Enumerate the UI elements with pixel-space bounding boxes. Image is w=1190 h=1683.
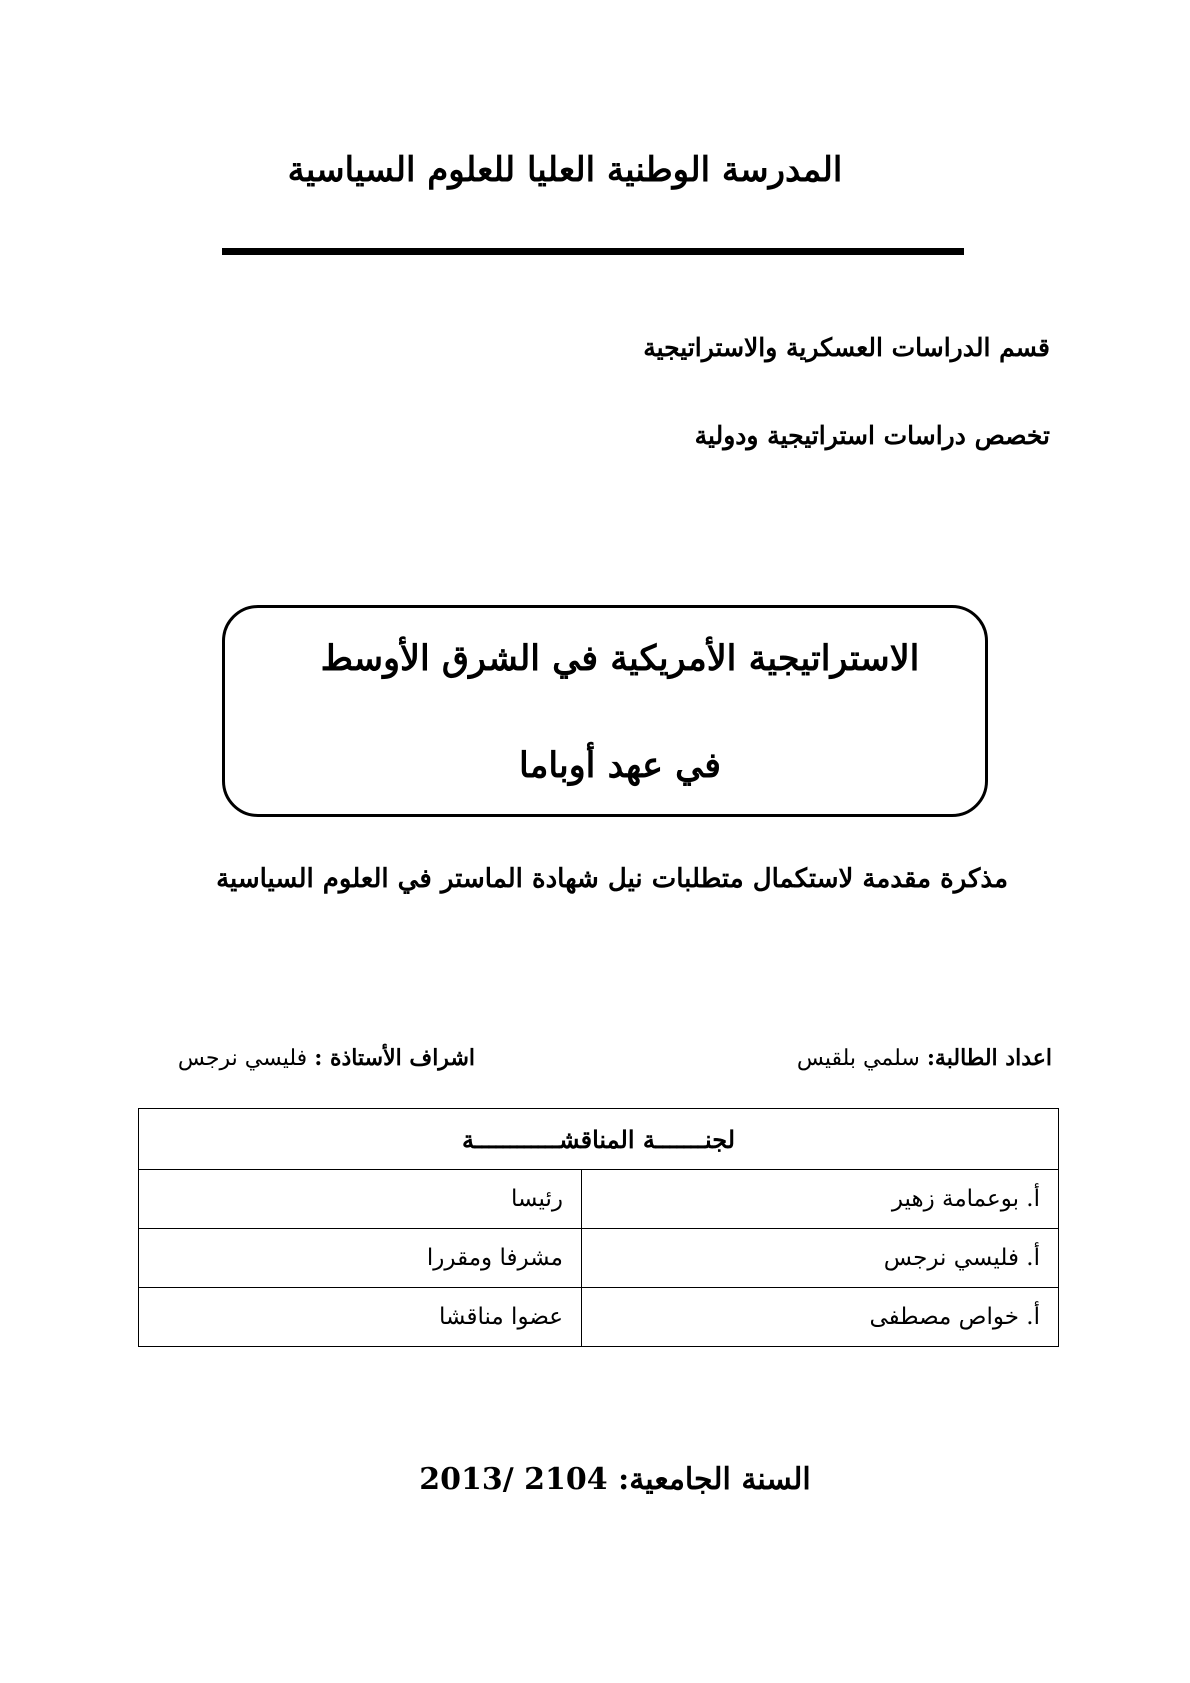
- thesis-title-line-2: في عهد أوباما: [518, 745, 722, 786]
- member-role: مشرفا ومقررا: [139, 1229, 582, 1288]
- supervisor-name: فليسي نرجس: [177, 1046, 308, 1071]
- table-row: [139, 1229, 1059, 1288]
- member-name: أ. بوعمامة زهير: [582, 1170, 1059, 1229]
- specialization-name: تخصص دراسات استراتيجية ودولية: [694, 421, 1050, 450]
- academic-year-label: السنة الجامعية:: [618, 1462, 811, 1497]
- department-name: قسم الدراسات العسكرية والاستراتيجية: [643, 333, 1050, 362]
- academic-year-value: 2013/ 2104: [419, 1462, 608, 1497]
- table-row: [139, 1170, 1059, 1229]
- member-role: عضوا مناقشا: [139, 1288, 582, 1347]
- memo-description: مذكرة مقدمة لاستكمال متطلبات نيل شهادة الماستر في العلوم السياسية: [216, 864, 1008, 894]
- table-row: [139, 1288, 1059, 1347]
- committee-header: لجنـــــــة المناقشــــــــــــة: [139, 1109, 1059, 1170]
- supervised-by: [178, 1045, 475, 1071]
- committee-table: [138, 1108, 1059, 1347]
- prepared-by: [797, 1045, 1052, 1071]
- member-name: أ. خواص مصطفى: [582, 1288, 1059, 1347]
- student-name: سلمي بلقيس: [796, 1046, 920, 1071]
- header-divider: [222, 248, 964, 255]
- institution-name: المدرسة الوطنية العليا للعلوم السياسية: [287, 150, 843, 190]
- prepared-by-label: اعداد الطالبة:: [926, 1045, 1052, 1071]
- member-role: رئيسا: [139, 1170, 582, 1229]
- committee-header-row: [139, 1109, 1059, 1170]
- supervision-label: اشراف الأستاذة :: [314, 1045, 475, 1071]
- thesis-title-line-1: الاستراتيجية الأمريكية في الشرق الأوسط: [320, 638, 920, 679]
- academic-year: [0, 1462, 1190, 1497]
- member-name: أ. فليسي نرجس: [582, 1229, 1059, 1288]
